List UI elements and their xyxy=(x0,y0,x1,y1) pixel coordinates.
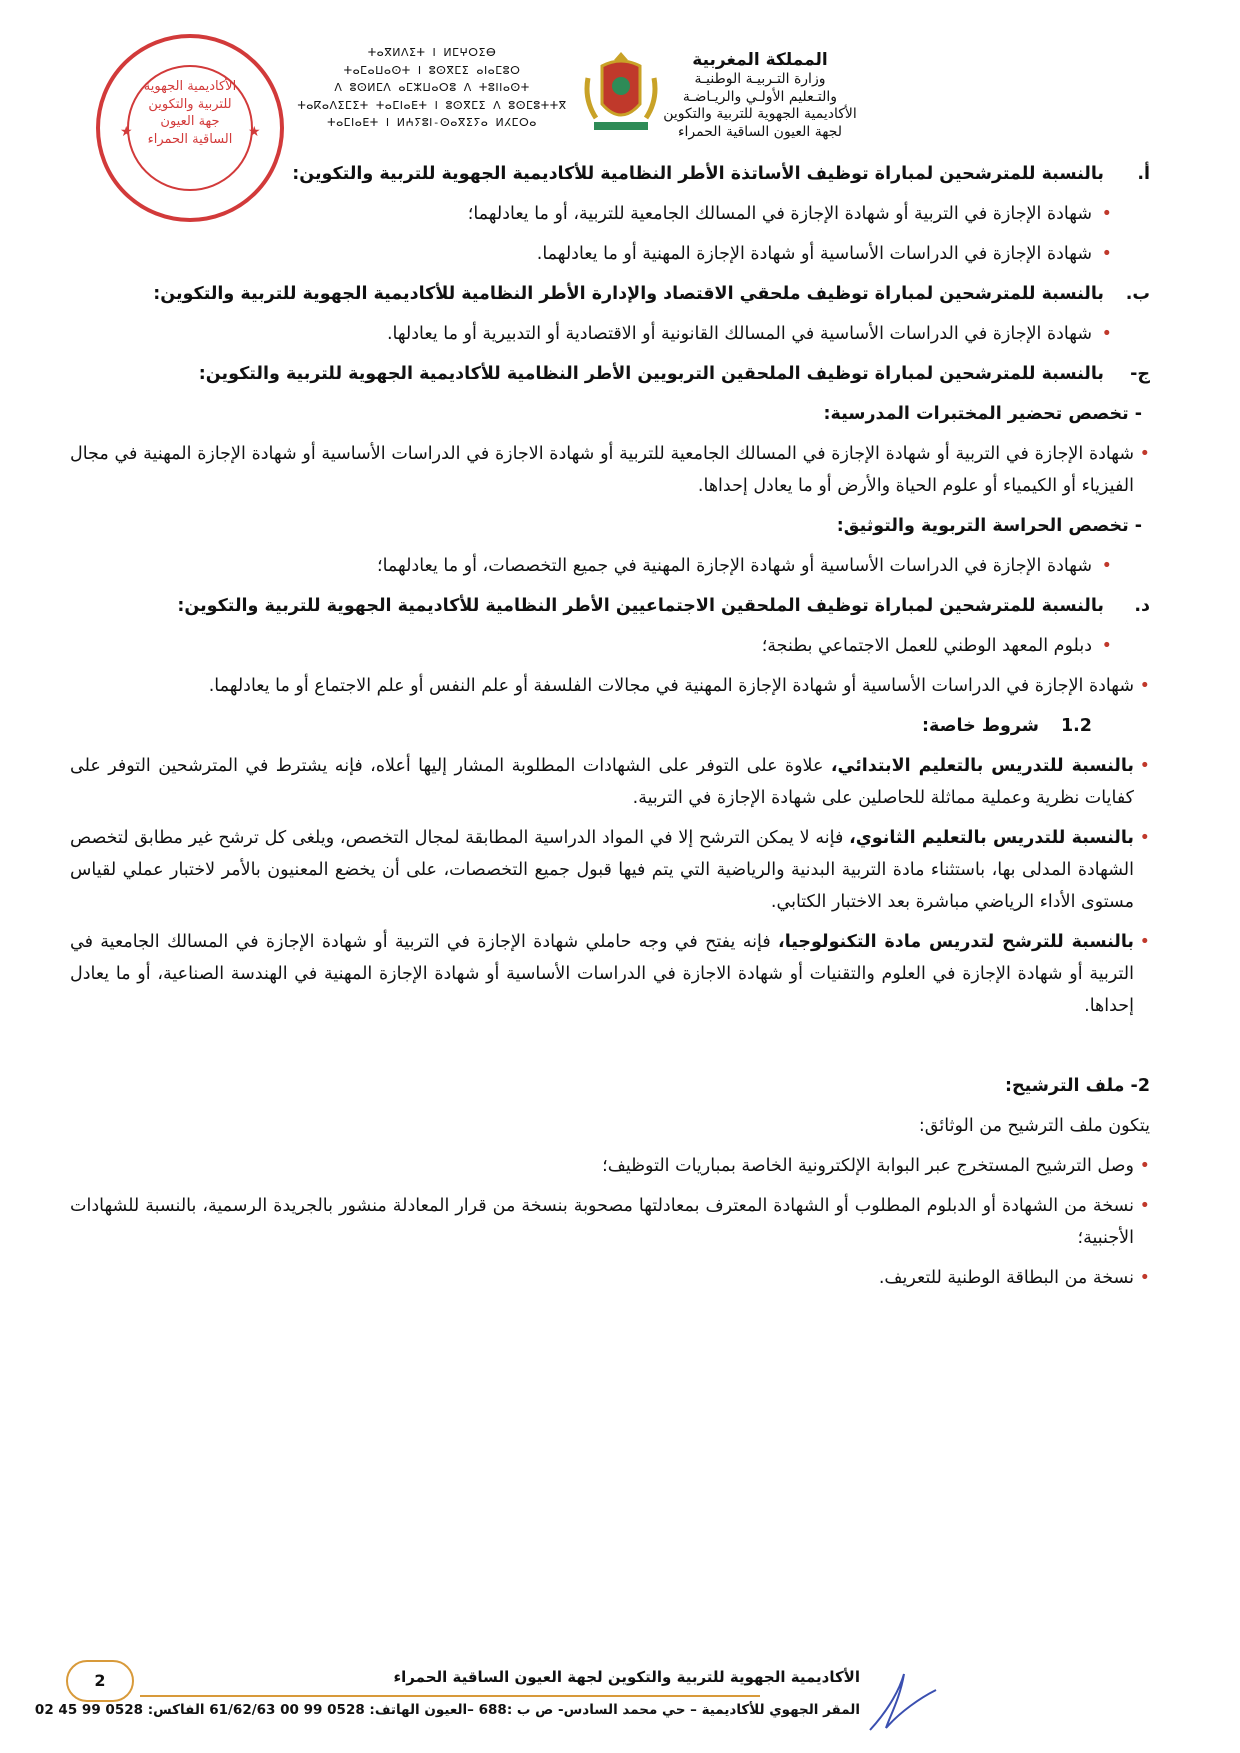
header-amazigh xyxy=(292,44,572,132)
stamp-line-3: جهة العيون xyxy=(160,114,220,130)
list-item: • نسخة من البطاقة الوطنية للتعريف. xyxy=(70,1262,1150,1294)
list-item xyxy=(70,750,1150,814)
list-item xyxy=(70,822,1150,918)
section-d-title: بالنسبة للمترشحين لمباراة توظيف الملحقين الاجتماعيين الأطر النظامية للأكاديمية الجهوية للتربية والتكوين: xyxy=(177,596,1104,616)
section-b-title: بالنسبة للمترشحين لمباراة توظيف ملحقي الاقتصاد والإدارة الأطر النظامية للأكاديمية الجهوية للتربية والتكوين: xyxy=(153,284,1104,304)
amazigh-line-1: ⵜⴰⴳⵍⴷⵉⵜ ⵏ ⵍⵎⵖⵔⵉⴱ xyxy=(367,46,497,59)
condition-secondary-text: فإنه لا يمكن الترشح إلا في المواد الدراسية المطابقة لمجال التخصص، ويلغى كل ترشح غير مطابق لتخصص الشهادة المدلى بها، باستثناء مادة التربية البدنية والرياضية التي يتم فيها قبول جميع التخصصات، على أن يخضع المعنيون بالأمر لاختبار عملي لقياس مستوى الأداء الرياضي مباشرة بعد الاختبار الكتابي. xyxy=(70,828,1134,912)
list-item: • شهادة الإجازة في التربية أو شهادة الإجازة في المسالك الجامعية للتربية أو شهادة الاجازة في الدراسات الأساسية أو شهادة الإجازة المهنية في مجال الفيزياء أو الكيمياء أو علوم الحياة والأرض أو ما يعادل إحداها. xyxy=(70,438,1150,502)
amazigh-line-5: ⵜⴰⵎⵏⴰⴹⵜ ⵏ ⵍⵄⵢⵓⵏ-ⵙⴰⴳⵉⵢⴰ ⵍⵃⵎⵔⴰ xyxy=(327,116,537,130)
list-item: • دبلوم المعهد الوطني للعمل الاجتماعي بطنجة؛ xyxy=(70,630,1150,662)
section-b-marker: ب. xyxy=(1125,284,1150,304)
special-conditions-number: 1.2 xyxy=(1060,716,1092,736)
svg-text:★: ★ xyxy=(248,124,261,140)
academy-name: الأكاديمية الجهوية للتربية والتكوين xyxy=(663,106,857,123)
special-conditions-title: شروط خاصة: xyxy=(922,716,1039,736)
section-d-heading xyxy=(70,590,1150,622)
svg-text:★: ★ xyxy=(120,124,133,140)
region-name: لجهة العيون الساقية الحمراء xyxy=(677,123,843,140)
amazigh-line-2: ⵜⴰⵎⴰⵡⴰⵙⵜ ⵏ ⵓⵙⴳⵎⵉ ⴰⵏⴰⵎⵓⵔ xyxy=(343,63,521,77)
ministry-line-1: وزارة التـربيـة الوطنيـة xyxy=(694,71,826,88)
header-arabic xyxy=(610,50,910,141)
application-file-title: 2- ملف الترشيح: xyxy=(1004,1076,1150,1096)
section-a-marker: أ. xyxy=(1137,164,1150,184)
stamp-line-1: الأكاديمية الجهوية xyxy=(143,79,237,94)
special-conditions-heading xyxy=(70,710,1150,742)
application-file-intro: يتكون ملف الترشيح من الوثائق: xyxy=(918,1116,1150,1136)
subsection-labs-title: - تخصص تحضير المختبرات المدرسية: xyxy=(823,404,1142,424)
stamp-line-4: الساقية الحمراء xyxy=(147,131,233,147)
section-d-marker: د. xyxy=(1134,596,1150,616)
amazigh-line-3: ⴷ ⵓⵙⵍⵎⴷ ⴰⵎⵣⵡⴰⵔⵓ ⴷ ⵜⵓⵏⵏⴰⵙⵜ xyxy=(334,81,530,95)
list-item: • شهادة الإجازة في الدراسات الأساسية أو شهادة الإجازة المهنية أو ما يعادلهما. xyxy=(70,238,1150,270)
footer-divider xyxy=(140,1695,760,1697)
list-item: • شهادة الإجازة في الدراسات الأساسية أو شهادة الإجازة المهنية في مجالات الفلسفة أو علم النفس أو علم الاجتماع أو ما يعادلهما. xyxy=(70,670,1150,702)
kingdom-name: المملكة المغربية xyxy=(692,50,828,70)
condition-technology-text: فإنه يفتح في وجه حاملي شهادة الإجازة في التربية أو شهادة الإجازة في المسالك الجامعية في التربية أو شهادة الإجازة في العلوم والتقنيات أو شهادة الاجازة في الدراسات الأساسية أو شهادة الإجازة المهنية في الهندسة الصناعية، أو ما يعادل إحداها. xyxy=(70,932,1134,1016)
condition-primary-text: علاوة على التوفر على الشهادات المطلوبة المشار إليها أعلاه، فإنه يشترط في المترشحين التوفر على كفايات نظرية وعملية مماثلة للحاصلين على شهادة الإجازة في التربية. xyxy=(70,756,1134,808)
list-item xyxy=(70,926,1150,1022)
list-item: • شهادة الإجازة في التربية أو شهادة الإجازة في المسالك الجامعية للتربية، أو ما يعادلهما؛ xyxy=(70,198,1150,230)
signature-icon xyxy=(860,1668,940,1738)
list-item: • شهادة الإجازة في الدراسات الأساسية في المسالك القانونية أو الاقتصادية أو التدبيرية أو ما يعادلها. xyxy=(70,318,1150,350)
document-body xyxy=(70,158,1150,1302)
section-a-heading xyxy=(70,158,1150,190)
condition-secondary-label: بالنسبة للتدريس بالتعليم الثانوي، xyxy=(849,828,1135,848)
condition-technology-label: بالنسبة للترشح لتدريس مادة التكنولوجيا، xyxy=(778,932,1134,952)
footer-address: المقر الجهوي للأكاديمية – حي محمد السادس- ص ب :688 –العيون الهاتف: 0528 99 00 61/62/63 الفاكس: 0528 99 45 02 xyxy=(34,1702,860,1718)
section-c-title: بالنسبة للمترشحين لمباراة توظيف الملحقين التربويين الأطر النظامية للأكاديمية الجهوية للتربية والتكوين: xyxy=(198,364,1104,384)
amazigh-line-4: ⵜⴰⴽⴰⴷⵉⵎⵉⵜ ⵜⴰⵎⵏⴰⴹⵜ ⵏ ⵓⵙⴳⵎⵉ ⴷ ⵓⵙⵎⵓⵜⵜⴳ xyxy=(297,98,567,112)
ministry-line-2: والتـعليم الأولـي والريـاضـة xyxy=(682,88,838,105)
condition-primary-label: بالنسبة للتدريس بالتعليم الابتدائي، xyxy=(830,756,1134,776)
footer-academy: الأكاديمية الجهوية للتربية والتكوين لجهة العيون الساقية الحمراء xyxy=(393,1668,860,1686)
list-item: • وصل الترشيح المستخرج عبر البوابة الإلكترونية الخاصة بمباريات التوظيف؛ xyxy=(70,1150,1150,1182)
list-item: • شهادة الإجازة في الدراسات الأساسية أو شهادة الإجازة المهنية في جميع التخصصات، أو ما يعادلهما؛ xyxy=(70,550,1150,582)
section-b-heading xyxy=(70,278,1150,310)
section-a-title: بالنسبة للمترشحين لمباراة توظيف الأساتذة الأطر النظامية للأكاديمية الجهوية للتربية والتكوين: xyxy=(292,164,1104,184)
section-c-marker: ج- xyxy=(1130,364,1150,384)
list-item: • نسخة من الشهادة أو الدبلوم المطلوب أو الشهادة المعترف بمعادلتها مصحوبة بنسخة من قرار المعادلة منشور بالجريدة الرسمية، بالنسبة للشهادات الأجنبية؛ xyxy=(70,1190,1150,1254)
stamp-line-2: للتربية والتكوين xyxy=(148,96,232,112)
stamp-text xyxy=(130,78,250,148)
subsection-supervision-title: - تخصص الحراسة التربوية والتوثيق: xyxy=(836,516,1142,536)
section-c-heading xyxy=(70,358,1150,390)
page-number: 2 xyxy=(66,1660,134,1702)
